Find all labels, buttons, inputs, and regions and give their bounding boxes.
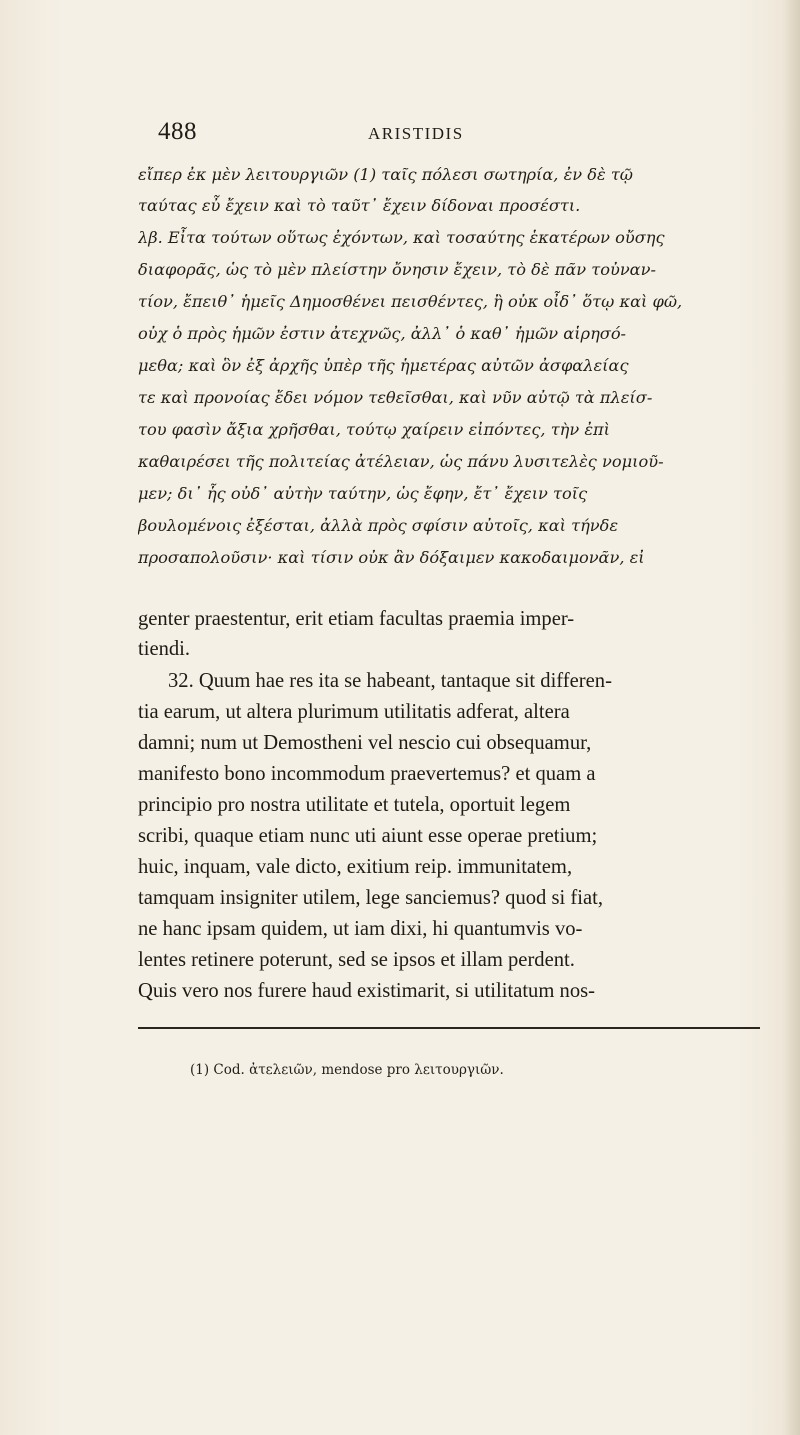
latin-line: principio pro nostra utilitate et tutela, oportuit legem: [138, 794, 571, 816]
latin-line-paragraph-start: 32. Quum hae res ita se habeant, tantaque sit differen-: [168, 670, 612, 692]
latin-line: lentes retinere poterunt, sed se ipsos et illam perdent.: [138, 949, 575, 971]
page-number: 488: [158, 118, 197, 145]
footnote-rule: [138, 1027, 760, 1029]
greek-line: μεθα; καὶ ὃν ἐξ ἀρχῆς ὑπὲρ τῆς ἡμετέρας αὐτῶν ἀσφαλείας: [138, 356, 629, 375]
latin-line: scribi, quaque etiam nunc uti aiunt esse operae pretium;: [138, 825, 598, 847]
greek-line: του φασὶν ἄξια χρῆσθαι, τούτῳ χαίρειν εἰπόντες, τὴν ἐπὶ: [138, 420, 611, 439]
latin-line: damni; num ut Demostheni vel nescio cui obsequamur,: [138, 732, 592, 754]
greek-line: τε καὶ προνοίας ἔδει νόμον τεθεῖσθαι, καὶ νῦν αὐτῷ τὰ πλείσ-: [138, 388, 653, 407]
greek-text-block: [138, 160, 760, 580]
greek-line: τίον, ἔπειθ᾽ ἡμεῖς Δημοσθένει πεισθέντες, ἢ οὐκ οἶδ᾽ ὅτῳ καὶ φῶ,: [138, 292, 683, 311]
greek-line: διαφορᾶς, ὡς τὸ μὲν πλείστην ὄνησιν ἔχειν, τὸ δὲ πᾶν τοὐναν-: [138, 260, 656, 279]
greek-line: καθαιρέσει τῆς πολιτείας ἀτέλειαν, ὡς πάνυ λυσιτελὲς νομιοῦ-: [138, 452, 664, 471]
latin-line: ne hanc ipsam quidem, ut iam dixi, hi quantumvis vo-: [138, 918, 583, 940]
latin-line: tiendi.: [138, 638, 191, 660]
latin-line: genter praestentur, erit etiam facultas praemia imper-: [138, 608, 575, 630]
greek-line: ταύτας εὖ ἔχειν καὶ τὸ ταῦτ᾽ ἔχειν δίδοναι προσέστι.: [138, 196, 581, 215]
latin-line: tia earum, ut altera plurimum utilitatis adferat, altera: [138, 701, 570, 723]
greek-line: οὐχ ὁ πρὸς ἡμῶν ἐστιν ἀτεχνῶς, ἀλλ᾽ ὁ καθ᾽ ἡμῶν αἱρησό-: [138, 324, 627, 343]
greek-line: μεν; δι᾽ ἧς οὐδ᾽ αὐτὴν ταύτην, ὡς ἔφην, ἔτ᾽ ἔχειν τοῖς: [138, 484, 588, 503]
latin-line: Quis vero nos furere haud existimarit, si utilitatum nos-: [138, 980, 595, 1002]
page-header: [158, 118, 758, 152]
greek-line: λβ. Εἶτα τούτων οὕτως ἐχόντων, καὶ τοσαύτης ἑκατέρων οὔσης: [138, 228, 665, 247]
running-title: ARISTIDIS: [368, 124, 464, 143]
latin-line: huic, inquam, vale dicto, exitium reip. immunitatem,: [138, 856, 573, 878]
latin-text-block: [138, 604, 760, 1024]
latin-line: tamquam insigniter utilem, lege sanciemus? quod si fiat,: [138, 887, 603, 909]
greek-line: εἴπερ ἐκ μὲν λειτουργιῶν (1) ταῖς πόλεσι σωτηρία, ἐν δὲ τῷ: [138, 165, 634, 184]
greek-line: προσαπολοῦσιν· καὶ τίσιν οὐκ ἂν δόξαιμεν κακοδαιμονᾶν, εἰ: [138, 548, 645, 567]
greek-line: βουλομένοις ἐξέσται, ἀλλὰ πρὸς σφίσιν αὐτοῖς, καὶ τήνδε: [138, 516, 619, 535]
footnote: (1) Cod. ἀτελειῶν, mendose pro λειτουργιῶν.: [190, 1062, 504, 1078]
page-spine-shadow: [782, 0, 800, 1435]
latin-line: manifesto bono incommodum praevertemus? et quam a: [138, 763, 596, 785]
